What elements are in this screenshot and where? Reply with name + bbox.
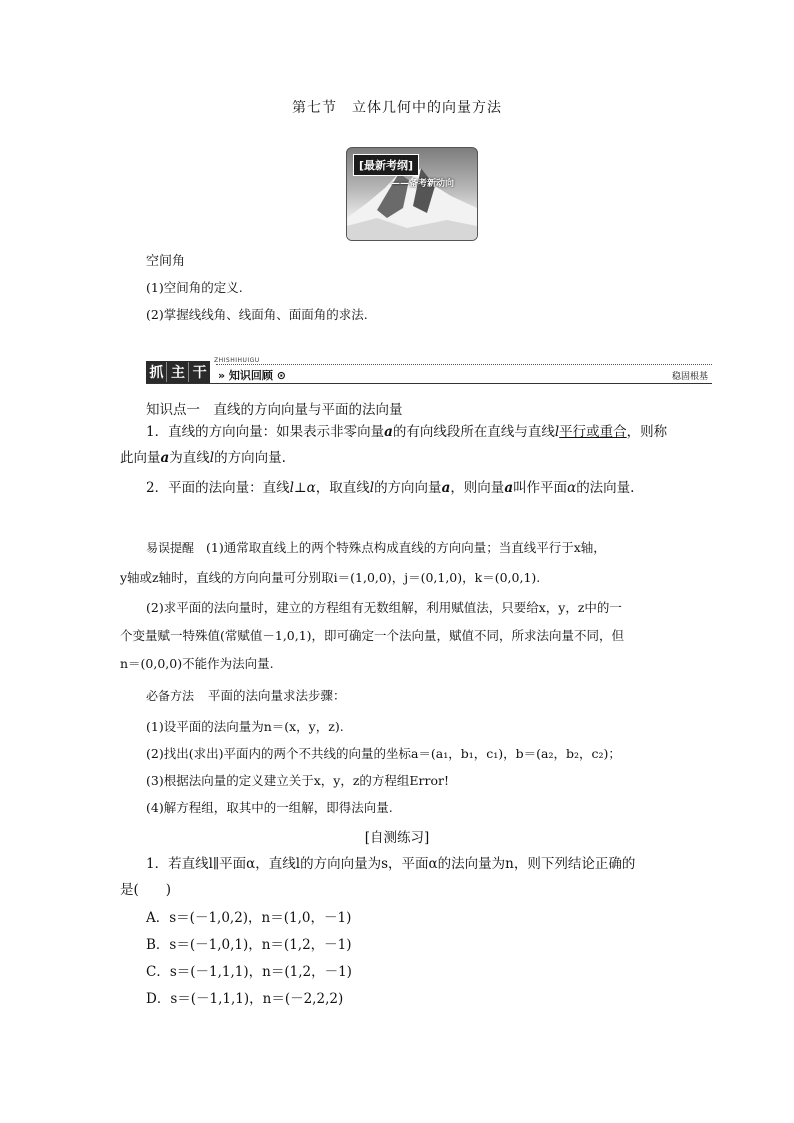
syllabus-banner <box>346 147 478 241</box>
knowledge-paragraph-1: 1．直线的方向向量：如果表示非零向量a的有向线段所在直线与直线l平行或重合，则称此向量a为直线l的方向向量. <box>120 424 668 466</box>
reminder-line-3: (2)求平面的法向量时，建立的方程组有无数组解，利用赋值法，只要给x，y，z中的一 <box>146 600 622 615</box>
reminder-label: 易误提醒 <box>146 541 195 555</box>
section-tag: 抓 主 干 <box>146 361 210 383</box>
question-1-stem-2: 是( ) <box>120 882 172 898</box>
question-1-option-b: B．s＝(－1,0,1)，n＝(1,2，－1) <box>146 937 352 953</box>
section-label: » 知识回顾 ⊙ <box>218 369 286 382</box>
knowledge-paragraph-2: 2．平面的法向量：直线l⊥α，取直线l的方向向量a，则向量a叫作平面α的法向量. <box>146 480 635 496</box>
reminder-line-4: 个变量赋一特殊值(常赋值－1,0,1)，即可确定一个法向量，赋值不同，所求法向量不同，但 <box>120 628 625 643</box>
method-step-4: (4)解方程组，取其中的一组解，即得法向量. <box>146 800 393 815</box>
reminder-line-5: n＝(0,0,0)不能作为法向量. <box>120 656 274 671</box>
method-label: 必备方法 <box>146 689 195 703</box>
method-step-2: (2)找出(求出)平面内的两个不共线的向量的坐标a＝(a₁，b₁，c₁)，b＝(a₂，b₂，c₂)； <box>146 746 621 761</box>
knowledge-point-title: 知识点一 直线的方向向量与平面的法向量 <box>146 402 403 418</box>
syllabus-item-2: (2)掌握线线角、线面角、面面角的求法. <box>146 307 368 322</box>
question-1-option-d: D．s＝(－1,1,1)，n＝(－2,2,2) <box>146 991 344 1007</box>
reminder-line-1: 易误提醒 (1)通常取直线上的两个特殊点构成直线的方向向量；当直线平行于x轴， <box>146 540 606 555</box>
banner-subtitle: ——备考新动向 <box>391 179 455 189</box>
section-pinyin: ZHISHIHUIGU <box>214 357 260 364</box>
practice-heading: [自测练习] <box>364 830 430 846</box>
method-step-3: (3)根据法向量的定义建立关于x，y，z的方程组Error! <box>146 773 450 788</box>
question-1-option-a: A．s＝(－1,0,2)，n＝(1,0，－1) <box>146 910 352 926</box>
question-1-stem-1: 1．若直线l∥平面α，直线l的方向向量为s，平面α的法向量为n，则下列结论正确的 <box>146 856 636 872</box>
page-title: 第七节 立体几何中的向量方法 <box>292 100 502 116</box>
section-header <box>146 357 712 384</box>
syllabus-heading: 空间角 <box>146 254 186 269</box>
method-step-1: (1)设平面的法向量为n＝(x，y，z). <box>146 719 344 734</box>
method-line: 必备方法 平面的法向量求法步骤： <box>146 688 346 703</box>
reminder-line-2: y轴或z轴时，直线的方向向量可分别取i＝(1,0,0)，j＝(0,1,0)，k＝(0,0,1). <box>120 570 541 585</box>
syllabus-item-1: (1)空间角的定义. <box>146 280 243 295</box>
section-right-label: 稳固根基 <box>671 372 708 382</box>
banner-title: [最新考纲] <box>353 154 419 176</box>
question-1-option-c: C．s＝(－1,1,1)，n＝(1,2，－1) <box>146 964 352 980</box>
